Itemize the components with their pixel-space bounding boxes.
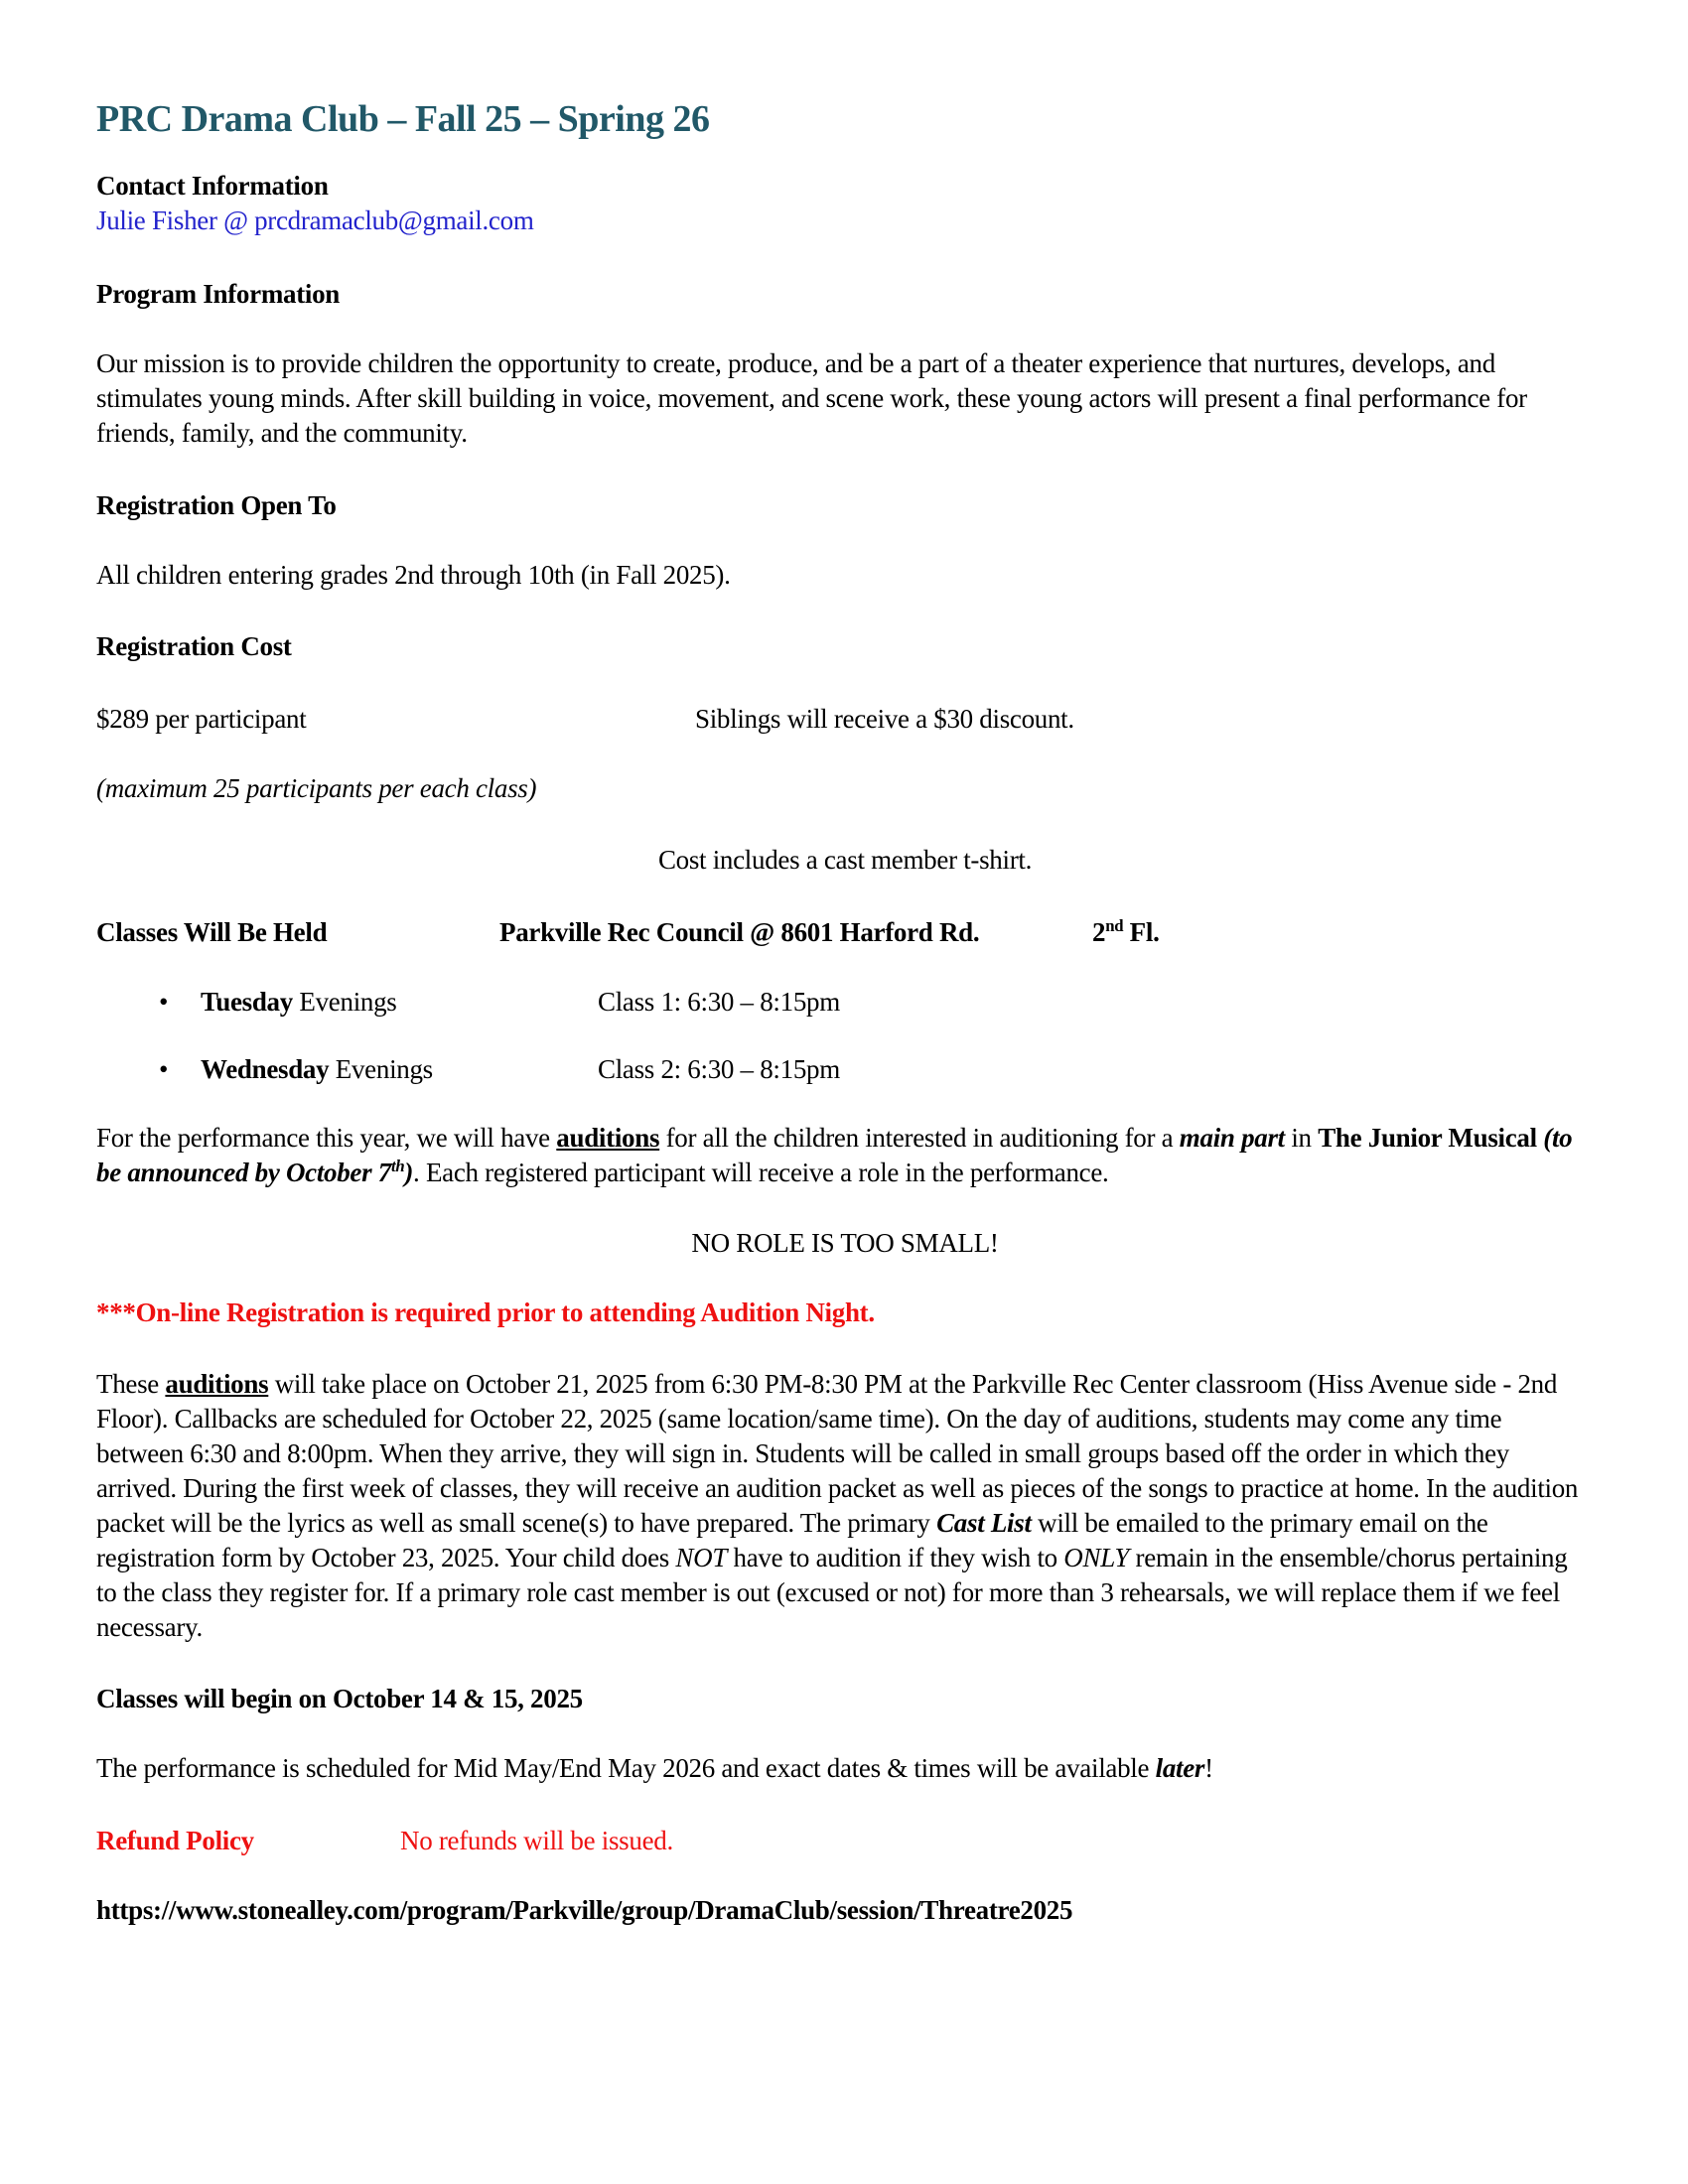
class-day: Tuesday Evenings [201, 987, 397, 1017]
floor-ordinal-superscript: nd [1105, 916, 1124, 935]
classes-location: Parkville Rec Council @ 8601 Harford Rd. [499, 917, 980, 947]
list-item [96, 1052, 1594, 1087]
contact-heading: Contact Information [96, 171, 329, 201]
classes-held-row [96, 915, 1594, 950]
classes-held-heading: Classes Will Be Held [96, 917, 328, 947]
program-heading: Program Information [96, 279, 341, 309]
class-time: Class 2: 6:30 – 8:15pm [598, 1054, 840, 1084]
refund-policy-body: No refunds will be issued. [400, 1826, 673, 1855]
class-time: Class 1: 6:30 – 8:15pm [598, 987, 840, 1017]
date-ordinal-superscript: th [390, 1157, 405, 1175]
sibling-discount-note: Siblings will receive a $30 discount. [695, 704, 1074, 734]
list-item [96, 985, 1594, 1020]
bullet-icon: • [159, 1054, 169, 1084]
contact-email-link[interactable]: Julie Fisher @ prcdramaclub@gmail.com [96, 205, 534, 235]
registration-cost-heading: Registration Cost [96, 631, 292, 661]
page-title: PRC Drama Club – Fall 25 – Spring 26 [96, 98, 710, 140]
mission-paragraph: Our mission is to provide children the opportunity to create, produce, and be a part of a theater experience that nurtures, develops, and stimulates young minds. After skill building in voice, movement, and scene work, these young actors will present a final performance for friends, family, and the community. [96, 348, 1527, 448]
classes-floor: 2nd Fl. [1092, 916, 1160, 947]
tshirt-note: Cost includes a cast member t-shirt. [657, 845, 1033, 875]
refund-row [96, 1824, 1594, 1858]
online-registration-notice: ***On-line Registration is required prior to attending Audition Night. [96, 1297, 875, 1327]
refund-policy-heading: Refund Policy [96, 1826, 254, 1855]
registration-open-heading: Registration Open To [96, 490, 337, 520]
main-part-emphasis: main part [1179, 1123, 1285, 1153]
class-schedule-list [96, 985, 1594, 1087]
performance-schedule-line: The performance is scheduled for Mid May/End May 2026 and exact dates & times will be available later! [96, 1753, 1213, 1783]
contact-email-line [96, 204, 1594, 238]
registration-url: https://www.stonealley.com/program/Parkville/group/DramaClub/session/Threatre2025 [96, 1895, 1073, 1925]
no-role-line: NO ROLE IS TOO SMALL! [691, 1228, 999, 1258]
bullet-icon: • [159, 987, 169, 1017]
later-emphasis: later [1155, 1753, 1205, 1783]
registration-open-body: All children entering grades 2nd through 10th (in Fall 2025). [96, 560, 731, 590]
class-day: Wednesday Evenings [201, 1054, 433, 1084]
classes-begin-line: Classes will begin on October 14 & 15, 2025 [96, 1684, 583, 1713]
cast-list-emphasis: Cast List [936, 1508, 1032, 1538]
auditions-emphasis: auditions [165, 1369, 269, 1399]
max-participants-note: (maximum 25 participants per each class) [96, 773, 537, 803]
audition-details-paragraph: These auditions will take place on October 21, 2025 from 6:30 PM-8:30 PM at the Parkville Rec Center classroom (Hiss Avenue side - 2nd Floor). Callbacks are scheduled for October 22, 2025 (same location/same time). On the day of auditions, students may come any time between 6:30 and 8:00pm. When they arrive, they will sign in. Students will be called in small groups based off the order in which they arrived. During the first week of classes, they will receive an audition packet as well as pieces of the songs to practice at home. In the audition packet will be the lyrics as well as small scene(s) to have prepared. The primary Cast List will be emailed to the primary email on the registration form by October 23, 2025. Your child does NOT have to audition if they wish to ONLY remain in the ensemble/chorus pertaining to the class they register for. If a primary role cast member is out (excused or not) for more than 3 rehearsals, we will replace them if we feel necessary. [96, 1369, 1579, 1642]
auditions-emphasis: auditions [556, 1123, 660, 1153]
cost-price: $289 per participant [96, 704, 307, 734]
audition-intro-paragraph: For the performance this year, we will have auditions for all the children interested in auditioning for a main part in The Junior Musical (to be announced by October 7th). Each registered participant will receive a role in the performance. [96, 1123, 1573, 1187]
cost-row [96, 702, 1594, 737]
